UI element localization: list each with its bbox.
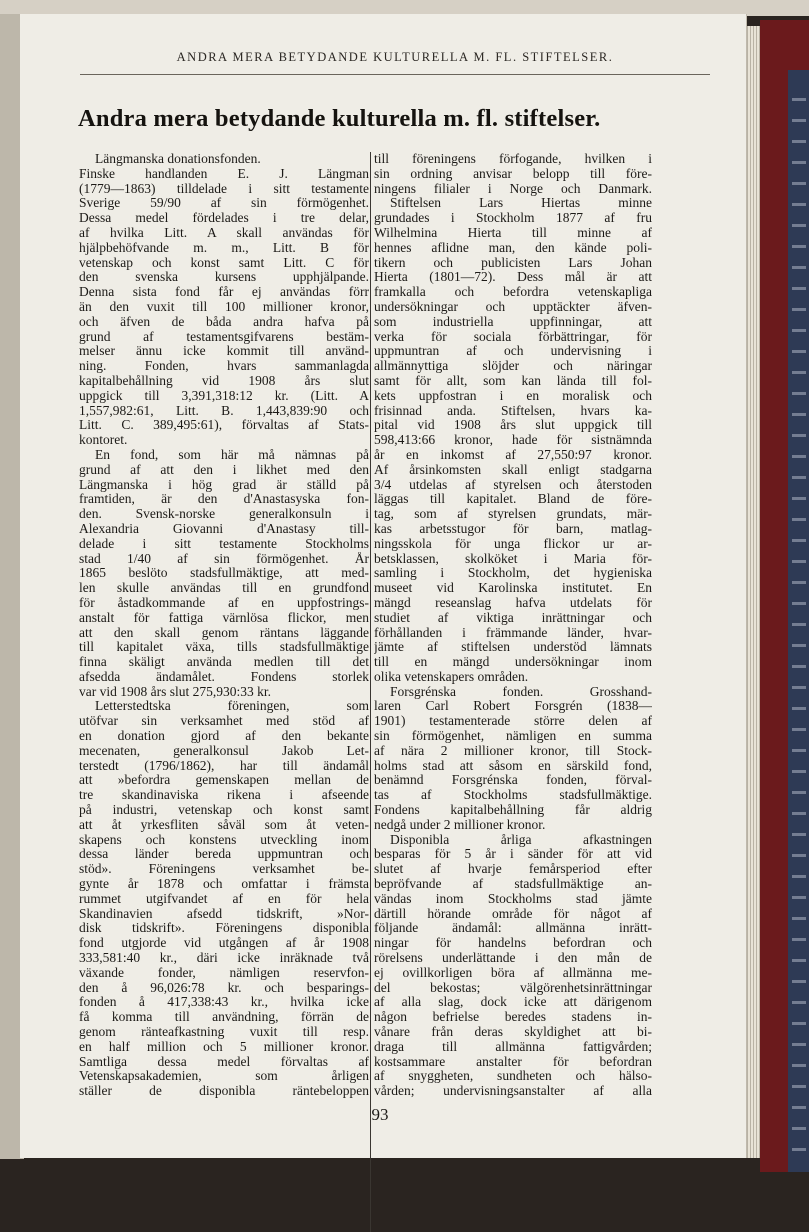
- text-line: skapens och konstens utveckling inom: [79, 832, 369, 847]
- text-line: af nära 2 millioner kronor, till Stock-: [374, 743, 652, 758]
- text-line: fonden å 417,338:43 kr., hvilka icke: [79, 995, 369, 1010]
- header-rule: [80, 74, 710, 75]
- text-line: afsedda ändamålet. Fondens storlek: [79, 669, 369, 684]
- text-line: växande fonder, nämligen reservfon-: [79, 965, 369, 980]
- text-line: framtiden, är den d'Anastasyska fon-: [79, 492, 369, 507]
- text-line: draga till allmänna fattigvården;: [374, 1039, 652, 1054]
- text-line: genom ränteafkastning vuxit till resp.: [79, 1025, 369, 1040]
- text-line: grundades i Stockholm 1877 af fru: [374, 211, 652, 226]
- text-line: En fond, som här må nämnas på: [95, 447, 369, 462]
- text-line: för åstadkommande af en uppfostrings-: [79, 595, 369, 610]
- text-line: den. Svensk-norske generalkonsuln i: [79, 507, 369, 522]
- text-line: framkalla och befordra vetenskapliga: [374, 285, 652, 300]
- text-line: kapitalbehållning vid 1908 års slut: [79, 373, 369, 388]
- text-line: till en mängd undersökningar inom: [374, 655, 652, 670]
- text-line: läggas till kapitalet. Bland de före-: [374, 492, 652, 507]
- text-line: jämte af stiftelsen understöd lämnats: [374, 640, 652, 655]
- left-text-column: [79, 152, 369, 1099]
- text-line: 598,413:66 kronor, hade för sistnämnda: [374, 433, 652, 448]
- text-line: mängd reseanslag hafva utdelats för: [374, 595, 652, 610]
- text-line: en donation gjord af den bekante: [79, 729, 369, 744]
- text-line: studiet af viktiga inrättningar och: [374, 610, 652, 625]
- text-line: tag, som af styrelsen grundats, mär-: [374, 507, 652, 522]
- text-line: Denna sista fond får ej användas förr: [79, 285, 369, 300]
- text-line: och äfven de båda andra hafva på: [79, 314, 369, 329]
- text-line: ningsskola för unga flickor ur ar-: [374, 536, 652, 551]
- text-line: del bekostas; välgörenhetsinrättningar: [374, 980, 652, 995]
- text-line: grund af testamentsgifvarens bestäm-: [79, 329, 369, 344]
- text-line: därtill hörande område för något af: [374, 906, 652, 921]
- text-line: samt för allt, som kan lända till fol-: [374, 373, 652, 388]
- column-divider: [370, 152, 371, 1232]
- text-line: kets uppfostran i en moralisk och: [374, 388, 652, 403]
- text-line: Af årsinkomsten skall enligt stadgarna: [374, 462, 652, 477]
- text-line: tas af Stockholms stadsfullmäktige.: [374, 788, 652, 803]
- text-line: Samtliga dessa medel förvaltas af: [79, 1054, 369, 1069]
- text-line: ej ovillkorligen böra af allmänna me-: [374, 965, 652, 980]
- text-line: af alla slag, dock icke att därigenom: [374, 995, 652, 1010]
- text-line: dessa länder bereda uppmuntran och: [79, 847, 369, 862]
- text-line: kostsammare anstalter för befordran: [374, 1054, 652, 1069]
- text-line: undersökningar och upptäckter äfven-: [374, 299, 652, 314]
- text-line: förhållanden i främmande länder, hvar-: [374, 625, 652, 640]
- text-line: att den skall genom räntans läggande: [79, 625, 369, 640]
- text-line: tre skandinaviska rikena i afseende: [79, 788, 369, 803]
- text-line: en half million och 5 millioner kronor.: [79, 1039, 369, 1054]
- text-line: Stiftelsen Lars Hiertas minne: [390, 196, 652, 211]
- text-line: af snyggheten, sundheten och hälso-: [374, 1069, 652, 1084]
- text-line: olika vetenskapers områden.: [374, 669, 529, 684]
- text-line: vånare från deras skyldighet att bi-: [374, 1025, 652, 1040]
- text-line: rummet utgifvandet af en för hela: [79, 891, 369, 906]
- text-line: Hierta (1801—72). Dess mål är att: [374, 270, 652, 285]
- text-line: terstedt (1796/1862), har till ändamål: [79, 758, 369, 773]
- text-line: besparas för 5 år i sänder för att vid: [374, 847, 652, 862]
- text-line: vetenskap och konst samt Litt. C för: [79, 255, 369, 270]
- text-line: än den vuxit till 100 millioner kronor,: [79, 299, 369, 314]
- text-line: len skulle användas till en grundfond: [79, 581, 369, 596]
- text-line: få komma till användning, förrän de: [79, 1010, 369, 1025]
- text-line: den å 96,026:78 kr. och besparings-: [79, 980, 369, 995]
- text-line: uppmuntran af och undervisning i: [374, 344, 652, 359]
- text-line: af hvilka Litt. A skall användas för: [79, 225, 369, 240]
- text-line: samling i Stockholm, det hygieniska: [374, 566, 652, 581]
- text-line: laren Carl Robert Forsgrén (1838—: [374, 699, 652, 714]
- running-head: ANDRA MERA BETYDANDE KULTURELLA M. FL. STIFTELSER.: [176, 50, 614, 64]
- text-line: Skandinavien afsedd tidskrift, »Nor-: [79, 906, 369, 921]
- text-line: 1,557,982:61, Litt. B. 1,443,839:90 och: [79, 403, 369, 418]
- text-line: tikern och publicisten Lars Johan: [374, 255, 652, 270]
- text-line: vändas inom Stockholms stad jämte: [374, 891, 652, 906]
- text-line: på industri, vetenskap och konst samt: [79, 803, 369, 818]
- text-line: allmännyttiga slöjder och näringar: [374, 359, 652, 374]
- text-line: Disponibla årliga afkastningen: [390, 832, 652, 847]
- text-line: år en inkomst af 27,550:97 kronor.: [374, 447, 652, 462]
- page-number: 93: [371, 1105, 389, 1124]
- right-text-column: [374, 152, 652, 1099]
- text-line: till kapitalet växa, tills stadsfullmäktige: [79, 640, 369, 655]
- text-line: kontoret.: [79, 433, 128, 448]
- text-line: rörelsens underlättande i den mån de: [374, 951, 652, 966]
- text-line: följande ändamål: allmänna inrätt-: [374, 921, 652, 936]
- text-line: utöfvar sin verksamhet med stöd af: [79, 714, 369, 729]
- text-line: benämnd Forsgrénska fonden, förval-: [374, 773, 652, 788]
- text-line: Fondens kapitalbehållning får aldrig: [374, 803, 652, 818]
- text-line: museet vid Karolinska institutet. En: [374, 581, 652, 596]
- text-line: kas arbetsstugor för barn, matlag-: [374, 521, 652, 536]
- text-line: grund af att den i likhet med den: [79, 462, 369, 477]
- text-line: sin ordning anvisar belopp till före-: [374, 166, 652, 181]
- text-line: ningar för handelns befordran och: [374, 936, 652, 951]
- text-line: ning. Fonden, hvars sammanlagda: [79, 359, 369, 374]
- spine-pattern: [792, 80, 806, 1160]
- text-line: ningens filialer i Norge och Danmark.: [374, 181, 652, 196]
- text-line: att »befordra gemenskapen mellan de: [79, 773, 369, 788]
- text-line: stad 1/40 af sin förmögenhet. År: [79, 551, 369, 566]
- text-line: holms stad att såsom en särskild fond,: [374, 758, 652, 773]
- text-line: uppgick till 3,391,318:12 kr. (Litt. A: [79, 388, 369, 403]
- text-line: 3/4 utdelas af styrelsen och återstoden: [374, 477, 652, 492]
- text-line: pital vid 1908 års slut uppgick till: [374, 418, 652, 433]
- text-line: stöd». Föreningens verksamhet be-: [79, 862, 369, 877]
- text-line: slutet af hvarje femårsperiod efter: [374, 862, 652, 877]
- text-line: Forsgrénska fonden. Grosshand-: [390, 684, 652, 699]
- text-line: mecenaten, generalkonsul Jakob Let-: [79, 743, 369, 758]
- text-line: finna skäligt använda medlen till det: [79, 655, 369, 670]
- text-line: sin förmögenhet, nämligen en summa: [374, 729, 652, 744]
- text-line: Wilhelmina Hierta till minne af: [374, 225, 652, 240]
- text-line: till föreningens förfogande, hvilken i: [374, 152, 652, 166]
- text-line: hjälpbehöfvande m. m., Litt. B för: [79, 240, 369, 255]
- page-title: Andra mera betydande kulturella m. fl. stiftelser.: [78, 105, 601, 132]
- text-line: att åt yrkesfliten såväl som åt veten-: [79, 817, 369, 832]
- text-line: gynte år 1878 och omfattar i främsta: [79, 877, 369, 892]
- text-line: verka för sociala förbättringar, för: [374, 329, 652, 344]
- text-line: 1901) testamenterade större delen af: [374, 714, 652, 729]
- text-line: 1865 beslöto stadsfullmäktige, att med-: [79, 566, 369, 581]
- book-page: [20, 14, 747, 1158]
- text-line: den svenska kursens upphjälpande.: [79, 270, 369, 285]
- text-line: melser ännu icke kommit till använd-: [79, 344, 369, 359]
- text-line: Litt. C. 389,495:61), förvaltas af Stats-: [79, 418, 369, 433]
- text-line: Finske handlanden E. J. Längman: [79, 166, 369, 181]
- text-line: Vetenskapsakademien, som årligen: [79, 1069, 369, 1084]
- text-line: Dessa medel fördelades i tre delar,: [79, 211, 369, 226]
- text-line: disk tidskrift». Föreningens disponibla: [79, 921, 369, 936]
- text-line: nedgå under 2 millioner kronor.: [374, 817, 546, 832]
- text-line: Längmanska i hög grad är ställd på: [79, 477, 369, 492]
- text-line: delade i sitt testamente Stockholms: [79, 536, 369, 551]
- text-line: var vid 1908 års slut 275,930:33 kr.: [79, 684, 271, 699]
- text-line: ställer de disponibla räntebeloppen: [79, 1084, 369, 1099]
- text-line: anstalt för fattiga värnlösa flickor, men: [79, 610, 369, 625]
- text-line: som industriella uppfinningar, att: [374, 314, 652, 329]
- text-line: hennes aflidne man, den kände poli-: [374, 240, 652, 255]
- text-line: Sverige 59/90 af sin förmögenhet.: [79, 196, 369, 211]
- text-line: Letterstedtska föreningen, som: [95, 699, 369, 714]
- text-line: (1779—1863) tilldelade i sitt testamente: [79, 181, 369, 196]
- text-line: bepröfvande af stadsfullmäktige an-: [374, 877, 652, 892]
- text-line: betsklassen, skolköket i Maria för-: [374, 551, 652, 566]
- text-line: fond utgjorde vid utgången af år 1908: [79, 936, 369, 951]
- text-line: vården; undervisningsanstalter af alla: [374, 1084, 652, 1099]
- text-line: någon befrielse beredes stadens in-: [374, 1010, 652, 1025]
- text-line: 333,581:40 kr., däri icke inräknade två: [79, 951, 369, 966]
- text-line: frisinnad anda. Stiftelsen, hvars ka-: [374, 403, 652, 418]
- text-line: Längmanska donationsfonden.: [95, 152, 261, 166]
- text-line: Alexandria Giovanni d'Anastasy till-: [79, 521, 369, 536]
